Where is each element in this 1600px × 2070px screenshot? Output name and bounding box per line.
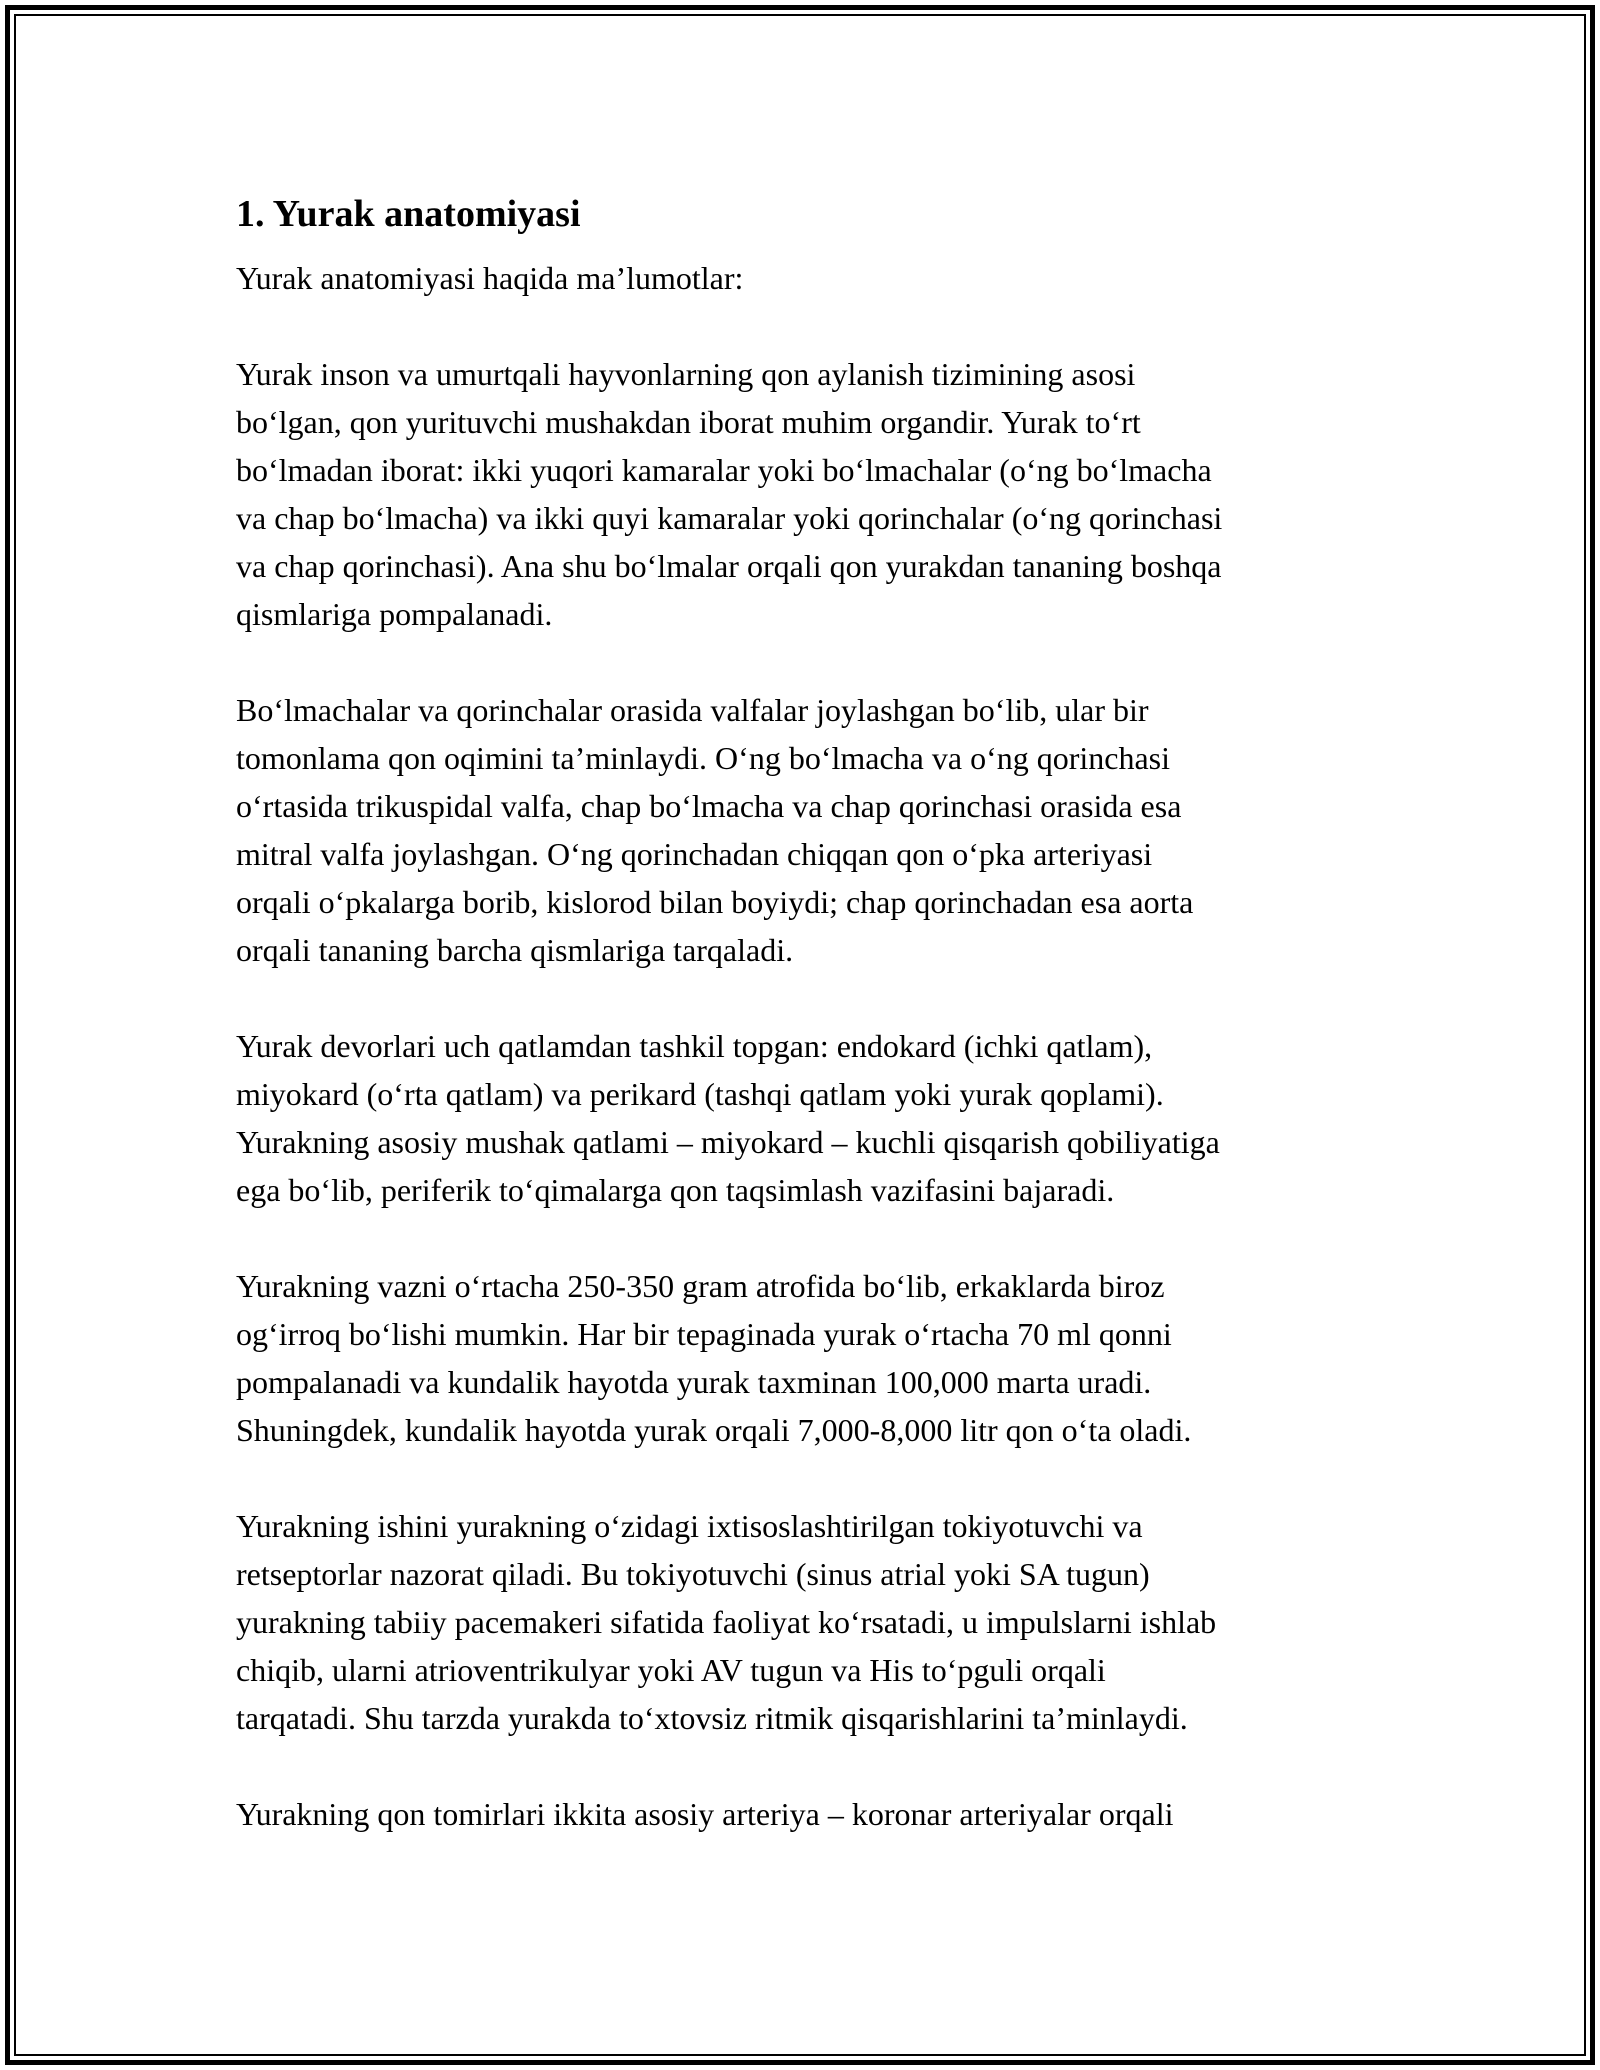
text-line: va chap qorinchasi). Ana shu bo‘lmalar orqali qon yurakdan tananing boshqa bbox=[236, 548, 1222, 584]
text-line: mitral valfa joylashgan. O‘ng qorinchadan chiqqan qon o‘pka arteriyasi bbox=[236, 836, 1153, 872]
text-line: bo‘lgan, qon yurituvchi mushakdan iborat muhim organdir. Yurak to‘rt bbox=[236, 404, 1141, 440]
text-line: tarqatadi. Shu tarzda yurakda to‘xtovsiz ritmik qisqarishlarini ta’minlaydi. bbox=[236, 1700, 1188, 1736]
text-line: va chap bo‘lmacha) va ikki quyi kamaralar yoki qorinchalar (o‘ng qorinchasi bbox=[236, 500, 1223, 536]
paragraph-6 bbox=[236, 1790, 1376, 1838]
text-line: Bo‘lmachalar va qorinchalar orasida valfalar joylashgan bo‘lib, ular bir bbox=[236, 692, 1149, 728]
intro-text: Yurak anatomiyasi haqida ma’lumotlar: bbox=[236, 260, 744, 296]
text-line: ega bo‘lib, periferik to‘qimalarga qon taqsimlash vazifasini bajaradi. bbox=[236, 1172, 1115, 1208]
text-line: Yurakning asosiy mushak qatlami – miyokard – kuchli qisqarish qobiliyatiga bbox=[236, 1124, 1220, 1160]
text-line: tomonlama qon oqimini ta’minlaydi. O‘ng bo‘lmacha va o‘ng qorinchasi bbox=[236, 740, 1171, 776]
section-heading: 1. Yurak anatomiyasi bbox=[236, 193, 581, 235]
text-line: chiqib, ularni atrioventrikulyar yoki AV tugun va His to‘pguli orqali bbox=[236, 1652, 1106, 1688]
text-line: og‘irroq bo‘lishi mumkin. Har bir tepaginada yurak o‘rtacha 70 ml qonni bbox=[236, 1316, 1172, 1352]
text-line: Yurakning vazni o‘rtacha 250-350 gram atrofida bo‘lib, erkaklarda biroz bbox=[236, 1268, 1165, 1304]
text-line: Yurakning qon tomirlari ikkita asosiy arteriya – koronar arteriyalar orqali bbox=[236, 1796, 1174, 1832]
text-line: Yurakning ishini yurakning o‘zidagi ixtisoslashtirilgan tokiyotuvchi va bbox=[236, 1508, 1143, 1544]
text-line: miyokard (o‘rta qatlam) va perikard (tashqi qatlam yoki yurak qoplami). bbox=[236, 1076, 1164, 1112]
text-line: Yurak inson va umurtqali hayvonlarning qon aylanish tizimining asosi bbox=[236, 356, 1136, 392]
text-line: o‘rtasida trikuspidal valfa, chap bo‘lmacha va chap qorinchasi orasida esa bbox=[236, 788, 1182, 824]
paragraph-3 bbox=[236, 1022, 1376, 1214]
text-line: Shuningdek, kundalik hayotda yurak orqali 7,000-8,000 litr qon o‘ta oladi. bbox=[236, 1412, 1192, 1448]
text-line: bo‘lmadan iborat: ikki yuqori kamaralar yoki bo‘lmachalar (o‘ng bo‘lmacha bbox=[236, 452, 1212, 488]
text-line: retseptorlar nazorat qiladi. Bu tokiyotuvchi (sinus atrial yoki SA tugun) bbox=[236, 1556, 1150, 1592]
paragraph-1 bbox=[236, 350, 1376, 638]
text-line: yurakning tabiiy pacemakeri sifatida faoliyat ko‘rsatadi, u impulslarni ishlab bbox=[236, 1604, 1217, 1640]
text-line: orqali tananing barcha qismlariga tarqaladi. bbox=[236, 932, 794, 968]
text-line: Yurak devorlari uch qatlamdan tashkil topgan: endokard (ichki qatlam), bbox=[236, 1028, 1153, 1064]
text-line: pompalanadi va kundalik hayotda yurak taxminan 100,000 marta uradi. bbox=[236, 1364, 1152, 1400]
paragraph-2 bbox=[236, 686, 1376, 974]
paragraph-4 bbox=[236, 1262, 1376, 1454]
text-line: qismlariga pompalanadi. bbox=[236, 596, 553, 632]
document-body bbox=[236, 186, 1376, 1886]
text-line: orqali o‘pkalarga borib, kislorod bilan boyiydi; chap qorinchadan esa aorta bbox=[236, 884, 1194, 920]
paragraph-5 bbox=[236, 1502, 1376, 1742]
